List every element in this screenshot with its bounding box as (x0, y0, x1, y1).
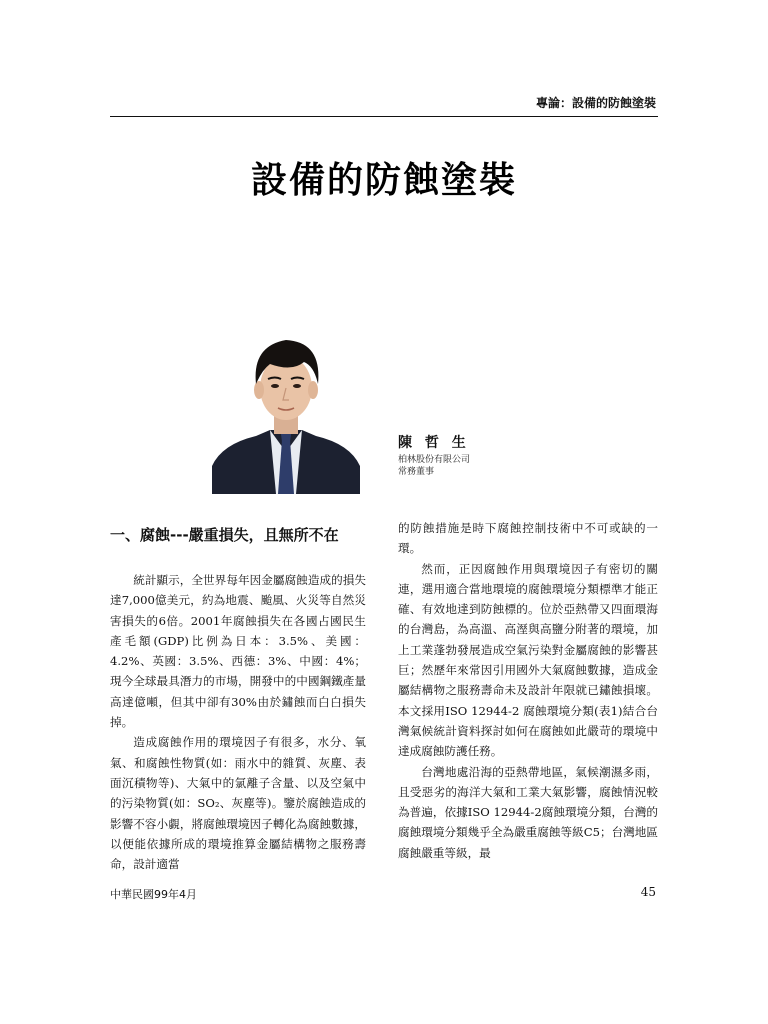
paragraph: 造成腐蝕作用的環境因子有很多，水分、氧氣、和腐蝕性物質(如：雨水中的雜質、灰塵、表面沉積物等)、大氣中的氯離子含量、以及空氣中的污染物質(如：SO₂、灰塵等)。鑒於腐蝕造成的影響不容小覷，將腐蝕環境因子轉化為腐蝕數據，以便能依據所成的環境推算金屬結構物之服務壽命，設計適當 (110, 735, 366, 872)
paragraph: 台灣地處沿海的亞熱帶地區，氣候潮濕多雨，且受惡劣的海洋大氣和工業大氣影響，腐蝕情況較為普遍，依據ISO 12944-2腐蝕環境分類，台灣的腐蝕環境分類幾乎全為嚴重腐蝕等級C5；台灣地區腐蝕嚴重等級，最 (398, 764, 658, 860)
section-heading: 一、腐蝕---嚴重損失，且無所不在 (110, 526, 339, 544)
footer-date: 中華民國99年4月 (110, 888, 197, 901)
paragraph: 統計顯示，全世界每年因金屬腐蝕造成的損失達7,000億美元，約為地震、颱風、火災等自然災害損失的6倍。2001年腐蝕損失在各國占國民生產毛額(GDP)比例為日本：3.5%、美國：4.2%、英國：3.5%、西德：3%、中國：4%；現今全球最具潛力的市場，開發中的中國鋼鐵產量高達億噸，但其中卻有30%由於鏽蝕而白白損失掉。 (110, 573, 366, 730)
running-header: 專論：設備的防蝕塗裝 (535, 96, 656, 110)
left-column (110, 570, 366, 874)
author-name: 陳 哲 生 (398, 435, 470, 451)
article-title: 設備的防蝕塗裝 (250, 160, 517, 201)
paragraph: 然而，正因腐蝕作用與環境因子有密切的關連，選用適合當地環境的腐蝕環境分類標準才能正確、有效地達到防蝕標的。位於亞熱帶又四面環海的台灣島，為高溫、高溼與高鹽分附著的環境，加上工業蓬勃發展造成空氣污染對金屬腐蝕的影響甚巨；然歷年來常因引用國外大氣腐蝕數據，造成金屬結構物之服務壽命未及設計年限就已鏽蝕損壞。本文採用ISO 12944-2 腐蝕環境分類(表1)結合台灣氣候統計資料探討如何在腐蝕如此嚴苛的環境中達成腐蝕防護任務。 (398, 561, 658, 759)
author-organization: 柏林股份有限公司 (398, 455, 471, 465)
page-number: 45 (640, 885, 656, 899)
right-column (398, 518, 658, 863)
author-role: 常務董事 (398, 467, 435, 477)
paragraph: 的防蝕措施是時下腐蝕控制技術中不可或缺的一環。 (398, 521, 658, 556)
header-divider (110, 116, 658, 117)
author-photo (212, 326, 360, 494)
author-portrait-image (212, 326, 360, 494)
